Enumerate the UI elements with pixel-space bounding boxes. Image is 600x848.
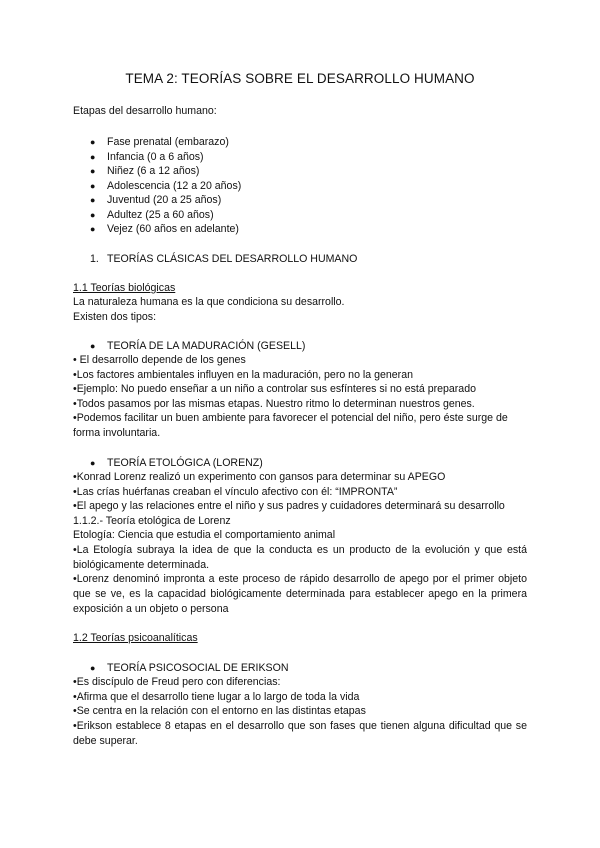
- bullet-icon: ●: [90, 224, 96, 234]
- bullet-icon: ●: [90, 181, 96, 191]
- paragraph-line: forma involuntaria.: [73, 427, 161, 439]
- list-item: Vejez (60 años en adelante): [107, 223, 239, 235]
- paragraph-line: •Se centra en la relación con el entorno en las distintas etapas: [73, 705, 366, 717]
- stages-heading: Etapas del desarrollo humano:: [73, 105, 217, 117]
- bullet-icon: ●: [90, 458, 96, 468]
- list-item: Adultez (25 a 60 años): [107, 209, 214, 221]
- bullet-icon: ●: [90, 210, 96, 220]
- list-item: Juventud (20 a 25 años): [107, 194, 222, 206]
- paragraph-line: •Konrad Lorenz realizó un experimento con gansos para determinar su APEGO: [73, 471, 446, 483]
- bullet-icon: ●: [90, 137, 96, 147]
- section-title: TEORÍAS CLÁSICAS DEL DESARROLLO HUMANO: [107, 253, 358, 265]
- subsection-heading: 1.2 Teorías psicoanalíticas: [73, 632, 198, 644]
- paragraph: •Erikson establece 8 etapas en el desarrollo que son fases que tienen alguna dificultad que se debe superar.: [73, 720, 527, 747]
- bullet-icon: ●: [90, 341, 96, 351]
- paragraph-line: Existen dos tipos:: [73, 311, 157, 323]
- bullet-icon: ●: [90, 663, 96, 673]
- paragraph-line: •Afirma que el desarrollo tiene lugar a lo largo de toda la vida: [73, 691, 360, 703]
- list-item: Adolescencia (12 a 20 años): [107, 180, 242, 192]
- paragraph-line: La naturaleza humana es la que condiciona su desarrollo.: [73, 296, 345, 308]
- paragraph-line: •Los factores ambientales influyen en la maduración, pero no la generan: [73, 369, 413, 381]
- paragraph-line: •Podemos facilitar un buen ambiente para favorecer el potencial del niño, pero éste surge de: [73, 412, 508, 424]
- bullet-icon: ●: [90, 166, 96, 176]
- paragraph-line: •Todos pasamos por las mismas etapas. Nuestro ritmo lo determinan nuestros genes.: [73, 398, 475, 410]
- paragraph-line: • El desarrollo depende de los genes: [73, 354, 246, 366]
- bullet-icon: ●: [90, 152, 96, 162]
- theory-title-gesell: TEORÍA DE LA MADURACIÓN (GESELL): [107, 340, 306, 352]
- paragraph: •La Etología subraya la idea de que la conducta es un producto de la evolución y que está biológicamente determinada.: [73, 544, 527, 571]
- theory-title-lorenz: TEORÍA ETOLÓGICA (LORENZ): [107, 457, 263, 469]
- paragraph-line: •Ejemplo: No puedo enseñar a un niño a controlar sus esfínteres si no está preparado: [73, 383, 476, 395]
- paragraph-line: Etología: Ciencia que estudia el comportamiento animal: [73, 529, 336, 541]
- list-item: Infancia (0 a 6 años): [107, 151, 204, 163]
- paragraph-line: •Las crías huérfanas creaban el vínculo afectivo con él: “IMPRONTA”: [73, 486, 398, 498]
- paragraph-line: •Es discípulo de Freud pero con diferencias:: [73, 676, 281, 688]
- list-item: Fase prenatal (embarazo): [107, 136, 229, 148]
- paragraph-line: 1.1.2.- Teoría etológica de Lorenz: [73, 515, 231, 527]
- bullet-icon: ●: [90, 195, 96, 205]
- section-number: 1.: [90, 253, 99, 265]
- paragraph-line: •El apego y las relaciones entre el niño y sus padres y cuidadores determinará su desarrollo: [73, 500, 505, 512]
- page-title: TEMA 2: TEORÍAS SOBRE EL DESARROLLO HUMANO: [125, 71, 475, 86]
- theory-title-erikson: TEORÍA PSICOSOCIAL DE ERIKSON: [107, 662, 289, 674]
- subsection-heading: 1.1 Teorías biológicas: [73, 282, 176, 294]
- list-item: Niñez (6 a 12 años): [107, 165, 200, 177]
- paragraph: •Lorenz denominó impronta a este proceso de rápido desarrollo de apego por el primer objeto que se ve, es la capacidad biológicamente determinada para establecer apego en la primera exposición a un objeto o persona: [73, 573, 527, 615]
